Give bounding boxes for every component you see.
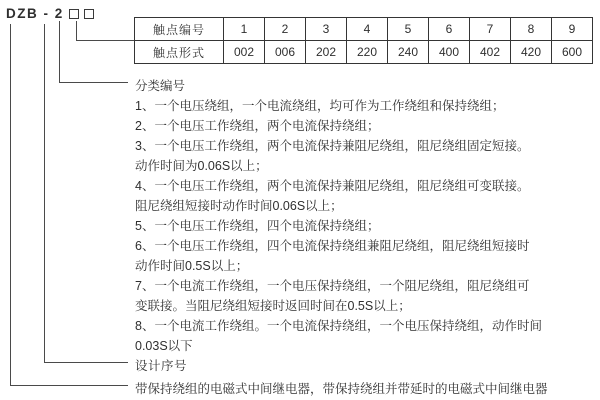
classification-line: 0.03S以下 — [135, 339, 193, 353]
contact-form-cell: 240 — [388, 41, 429, 64]
classification-block — [135, 76, 542, 356]
classification-line: 5、一个电压工作绕组，四个电流保持绕组； — [135, 219, 380, 233]
contact-form-cell: 202 — [306, 41, 347, 64]
contact-form-label: 触点形式 — [135, 41, 224, 64]
contact-form-cell: 402 — [470, 41, 511, 64]
model-code — [6, 5, 94, 21]
contact-number-cell: 7 — [470, 18, 511, 41]
design-serial-label: 设计序号 — [135, 359, 188, 373]
classification-line: 2、一个电压工作绕组，两个电流保持绕组； — [135, 119, 380, 133]
contact-number-cell: 9 — [552, 18, 593, 41]
classification-line: 6、一个电压工作绕组，四个电流保持绕组兼阻尼绕组，阻尼绕组短接时 — [135, 239, 530, 253]
classification-line: 7、一个电流工作绕组，一个电压保持绕组，一个阻尼绕组，阻尼绕组可 — [135, 279, 530, 293]
classification-line: 1、一个电压绕组，一个电流绕组，均可作为工作绕组和保持绕组； — [135, 99, 505, 113]
leader-line-contact-table — [76, 21, 134, 41]
contact-form-cell: 006 — [265, 41, 306, 64]
contact-number-label: 触点编号 — [135, 18, 224, 41]
contact-number-cell: 6 — [429, 18, 470, 41]
contact-form-cell: 400 — [429, 41, 470, 64]
contact-number-cell: 2 — [265, 18, 306, 41]
contact-form-cell: 600 — [552, 41, 593, 64]
classification-line: 3、一个电压工作绕组，两个电流保持兼阻尼绕组，阻尼绕组固定短接。 — [135, 139, 530, 153]
classification-line: 8、一个电流工作绕组。一个电流保持绕组，一个电压保持绕组，动作时间 — [135, 319, 542, 333]
contact-form-cell: 002 — [224, 41, 265, 64]
contact-form-cell: 420 — [511, 41, 552, 64]
contact-form-cell: 220 — [347, 41, 388, 64]
contact-table — [134, 17, 593, 64]
classification-line: 4、一个电压工作绕组，两个电流保持兼阻尼绕组，阻尼绕组可变联接。 — [135, 179, 530, 193]
contact-number-cell: 8 — [511, 18, 552, 41]
contact-number-cell: 1 — [224, 18, 265, 41]
contact-number-cell: 5 — [388, 18, 429, 41]
model-code-box-2 — [84, 9, 94, 19]
contact-number-cell: 3 — [306, 18, 347, 41]
contact-number-cell: 4 — [347, 18, 388, 41]
model-code-prefix: DZB - 2 — [6, 5, 64, 21]
classification-line: 阻尼绕组短接时动作时间0.06S以上； — [135, 199, 343, 213]
model-code-box-1 — [69, 9, 79, 19]
classification-line: 动作时间0.5S以上； — [135, 259, 249, 273]
contact-number-row — [135, 18, 593, 41]
classification-line: 变联接。当阻尼绕组短接时返回时间在0.5S以上； — [135, 299, 411, 313]
classification-heading: 分类编号 — [135, 79, 186, 93]
contact-form-row — [135, 41, 593, 64]
classification-line: 动作时间为0.06S以上； — [135, 159, 268, 173]
relay-description: 带保持绕组的电磁式中间继电器，带保持绕组并带延时的电磁式中间继电器 — [135, 382, 548, 396]
